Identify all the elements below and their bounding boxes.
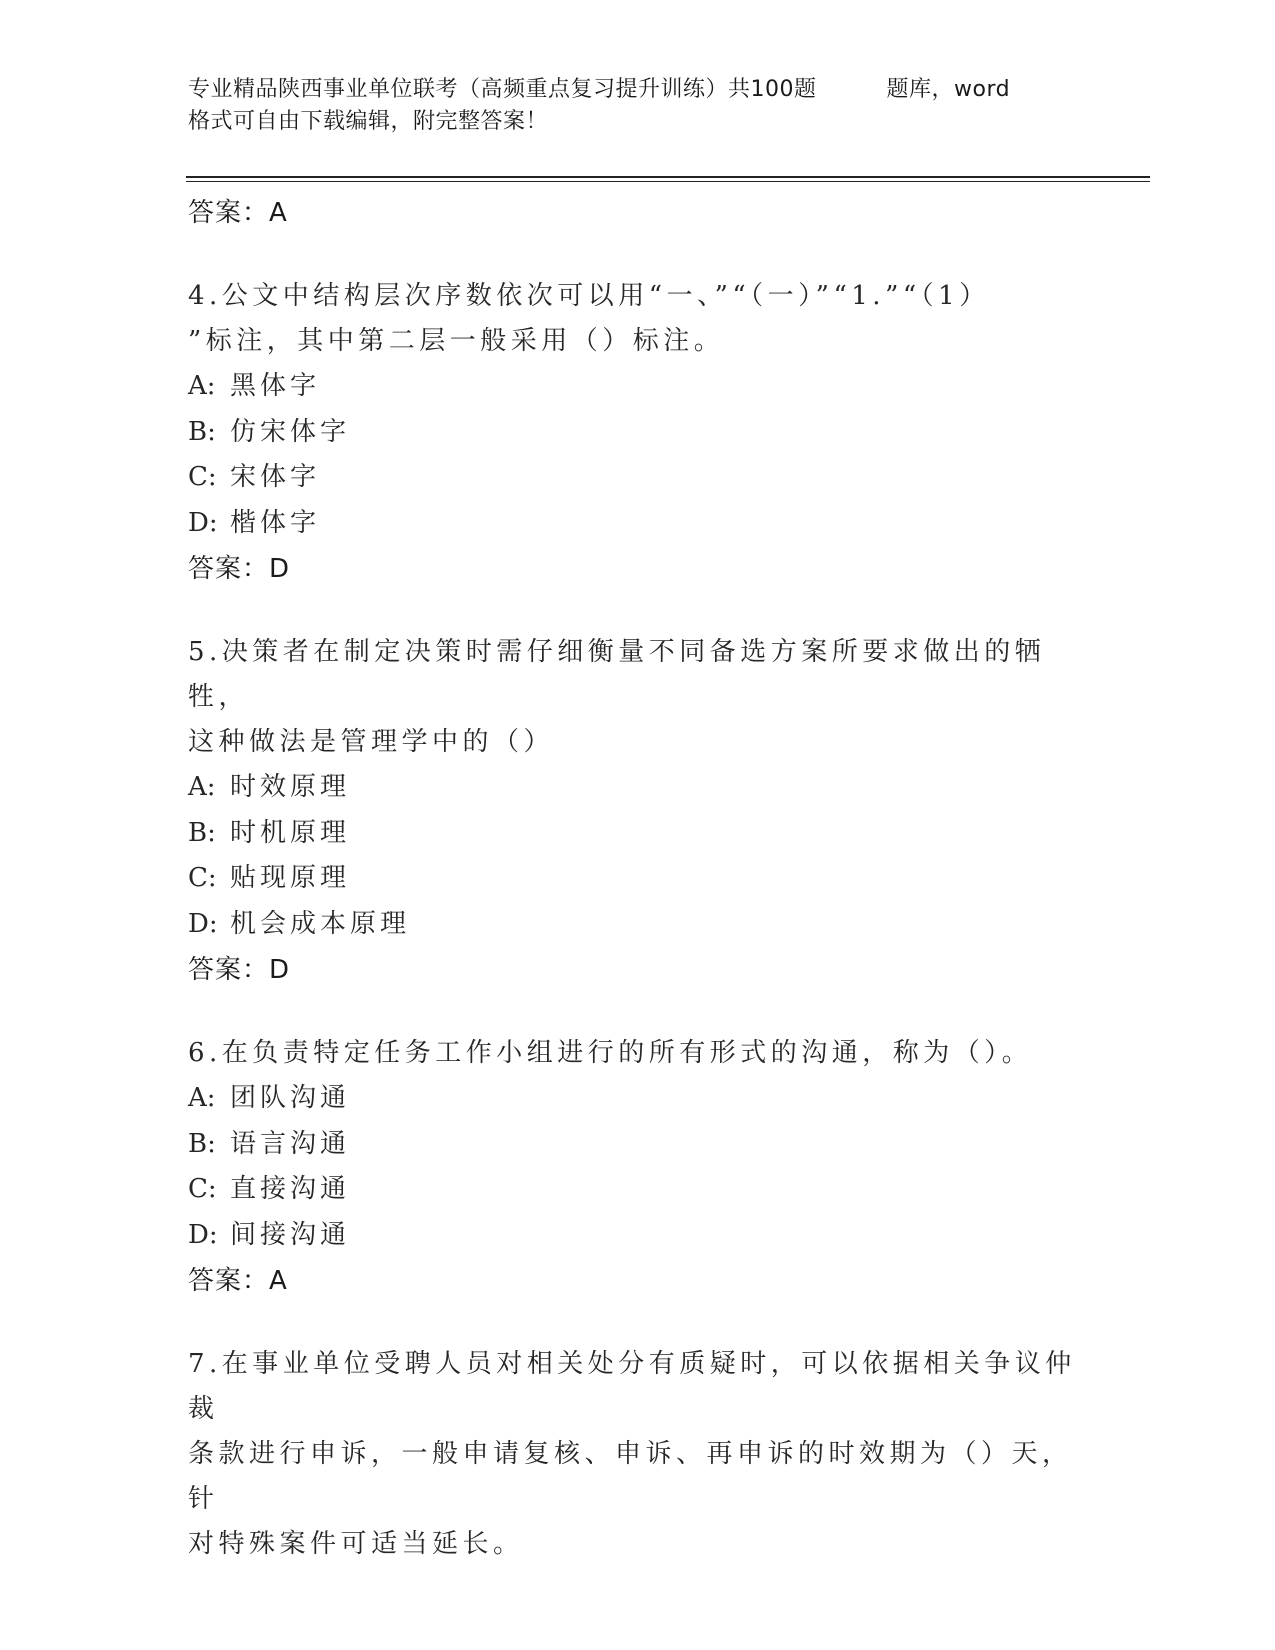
option-d: D: 机会成本原理	[188, 908, 411, 939]
question-item	[188, 274, 1088, 592]
answer-label: 答案：D	[188, 955, 291, 985]
question-stem-line: 6.在负责特定任务工作小组进行的所有形式的沟通，称为（）。	[188, 1038, 1033, 1068]
option-a: A: 团队沟通	[188, 1083, 351, 1113]
question-stem-line: 5.决策者在制定决策时需仔细衡量不同备选方案所要求做出的牺牲，	[188, 637, 1046, 712]
question-stem-line: 对特殊案件可适当延长。	[188, 1529, 524, 1559]
option-c: C: 贴现原理	[188, 863, 351, 893]
question-list	[188, 190, 1088, 1567]
question-stem	[188, 274, 1088, 364]
header-title-tail: 题库，word	[886, 77, 1011, 102]
option-b: B: 时机原理	[188, 817, 351, 848]
header-divider	[186, 176, 1150, 178]
option-c: C: 宋体字	[188, 462, 321, 492]
header-divider-thin	[186, 181, 1150, 182]
question-stem	[188, 1342, 1088, 1567]
answer-label: 答案：A	[188, 198, 288, 228]
header-line-2: 格式可自由下载编辑，附完整答案！	[188, 109, 549, 134]
option-b: B: 仿宋体字	[188, 416, 351, 447]
question-stem-line: 7.在事业单位受聘人员对相关处分有质疑时，可以依据相关争议仲裁	[188, 1349, 1076, 1424]
question-stem	[188, 1031, 1088, 1076]
option-c: C: 直接沟通	[188, 1174, 351, 1204]
question-stem-line: ”标注，其中第二层一般采用（）标注。	[188, 326, 725, 356]
answer-label: 答案：D	[188, 554, 291, 584]
question-stem-line: 4.公文中结构层次序数依次可以用“一、”“（一）”“1.”“（1）	[188, 281, 990, 311]
question-stem-line: 条款进行申诉，一般申请复核、申诉、再申诉的时效期为（）天，针	[188, 1439, 1073, 1514]
answer-label: 答案：A	[188, 1266, 288, 1296]
question-item	[188, 1342, 1088, 1567]
question-stem	[188, 630, 1088, 765]
question-item	[188, 630, 1088, 993]
option-b: B: 语言沟通	[188, 1128, 351, 1159]
option-a: A: 时效原理	[188, 772, 351, 802]
header-title: 专业精品陕西事业单位联考（高频重点复习提升训练）共100题	[188, 77, 817, 102]
option-d: D: 间接沟通	[188, 1219, 351, 1250]
question-stem-line: 这种做法是管理学中的（）	[188, 727, 555, 757]
page-header	[188, 74, 1098, 138]
question-item	[188, 1031, 1088, 1304]
option-d: D: 楷体字	[188, 507, 321, 538]
option-a: A: 黑体字	[188, 371, 321, 401]
header-line-1	[188, 74, 1098, 106]
